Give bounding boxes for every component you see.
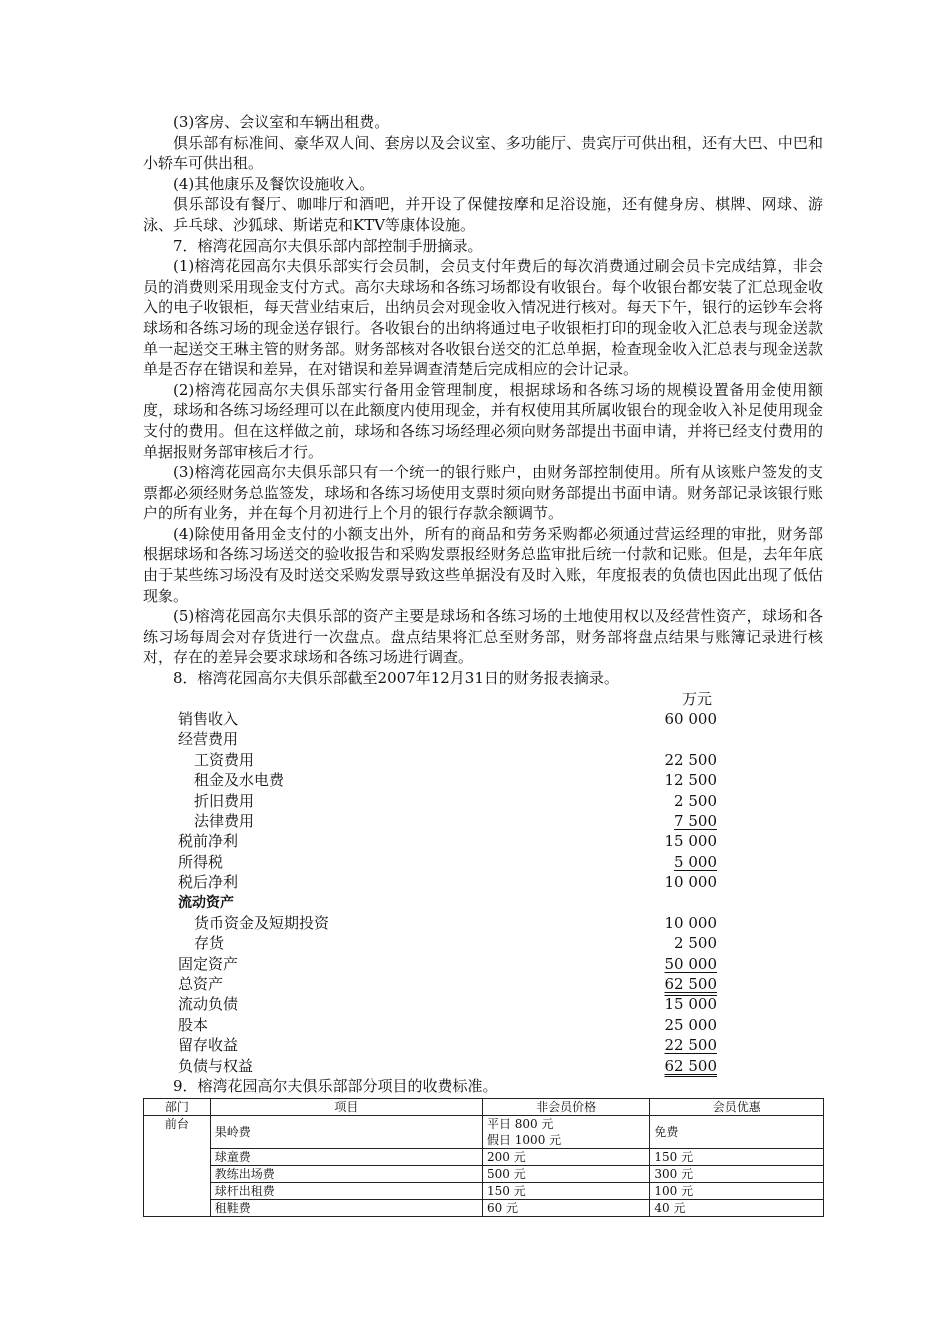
table-row	[144, 1182, 824, 1199]
item-cell: 球童费	[210, 1148, 482, 1165]
member-discount-cell: 40 元	[650, 1199, 824, 1216]
financial-row	[143, 729, 823, 749]
item-cell: 球杆出租费	[210, 1182, 482, 1199]
non-member-price-cell	[482, 1115, 649, 1148]
table-row	[144, 1199, 824, 1216]
price-line: 平日 800 元	[486, 1116, 554, 1131]
financial-row	[143, 1035, 823, 1055]
financial-rows	[143, 709, 823, 1076]
non-member-price-cell	[482, 1148, 649, 1165]
price-line: 200 元	[486, 1149, 526, 1164]
financial-item-value: 10 000	[664, 913, 717, 932]
header-dept: 部门	[144, 1098, 211, 1115]
financial-item-label: 销售收入	[178, 710, 239, 729]
table-row	[144, 1165, 824, 1182]
fee-table	[143, 1098, 824, 1217]
financial-item-label: 流动资产	[178, 894, 234, 911]
document-page	[143, 112, 823, 1217]
financial-row	[143, 831, 823, 851]
member-discount-cell: 免费	[650, 1115, 824, 1148]
dept-cell: 前台	[144, 1115, 211, 1216]
price-line: 假日 1000 元	[486, 1132, 562, 1147]
fee-table-body	[144, 1115, 824, 1216]
financial-item-label: 所得税	[178, 852, 224, 871]
financial-item-value: 15 000	[664, 832, 717, 851]
financial-item-label: 税后净利	[178, 873, 239, 892]
financial-item-value: 7 500	[674, 811, 717, 830]
header-item: 项目	[210, 1098, 482, 1115]
financial-statement	[143, 689, 823, 1076]
paragraph: (3)客房、会议室和车辆出租费。	[173, 113, 390, 131]
paragraph: (4)其他康乐及餐饮设施收入。	[173, 174, 375, 193]
member-discount-cell: 100 元	[650, 1182, 824, 1199]
financial-row	[143, 770, 823, 790]
financial-item-label: 流动负债	[178, 995, 239, 1014]
financial-row	[143, 872, 823, 892]
financial-item-label: 折旧费用	[194, 791, 255, 810]
unit-row	[143, 689, 823, 709]
financial-item-label: 租金及水电费	[194, 771, 285, 790]
financial-row	[143, 974, 823, 994]
financial-item-value: 10 000	[664, 873, 717, 892]
financial-item-value: 60 000	[664, 710, 717, 729]
paragraph: (2)榕湾花园高尔夫俱乐部实行备用金管理制度，根据球场和各练习场的规模设置备用金使用额度，球场和各练习场经理可以在此额度内使用现金，并有权使用其所属收银台的现金收入补足使用现金支付的费用。但在这样做之前，球场和各练习场经理必须向财务部提出书面申请，并将已经支付费用的单据报财务部审核后才行。	[143, 380, 823, 461]
item-cell: 果岭费	[210, 1115, 482, 1148]
financial-item-value: 62 500	[664, 975, 717, 994]
paragraph: (4)除使用备用金支付的小额支出外，所有的商品和劳务采购都必须通过营运经理的审批，财务部根据球场和各练习场送交的验收报告和采购发票报经财务总监审批后统一付款和记账。但是，去年年底由于某些练习场没有及时送交采购发票导致这些单据没有及时入账，年度报表的负债也因此出现了低估现象。	[143, 524, 823, 605]
financial-item-value: 50 000	[664, 954, 717, 973]
section-heading: 9．榕湾花园高尔夫俱乐部部分项目的收费标准。	[173, 1077, 498, 1096]
financial-row	[143, 994, 823, 1014]
price-line: 150 元	[486, 1183, 526, 1198]
financial-item-label: 经营费用	[178, 730, 239, 749]
financial-row	[143, 709, 823, 729]
paragraph: 俱乐部有标准间、豪华双人间、套房以及会议室、多功能厅、贵宾厅可供出租，还有大巴、中巴和小轿车可供出租。	[143, 133, 823, 173]
price-line: 500 元	[486, 1166, 526, 1181]
item-cell: 教练出场费	[210, 1165, 482, 1182]
financial-item-value: 5 000	[674, 852, 717, 871]
financial-row	[143, 954, 823, 974]
financial-item-label: 总资产	[178, 975, 224, 994]
member-discount-cell: 300 元	[650, 1165, 824, 1182]
table-row	[144, 1148, 824, 1165]
paragraph: (1)榕湾花园高尔夫俱乐部实行会员制，会员支付年费后的每次消费通过刷会员卡完成结算，非会员的消费则采用现金支付方式。高尔夫球场和各练习场都设有收银台。每个收银台都安装了汇总现金收入的电子收银柜，每天营业结束后，出纳员会对现金收入情况进行核对。每天下午，银行的运钞车会将球场和各练习场的现金送存银行。各收银台的出纳将通过电子收银柜打印的现金收入汇总表与现金送款单一起送交王琳主管的财务部。财务部核对各收银台送交的汇总单据，检查现金收入汇总表与现金送款单是否存在错误和差异，在对错误和差异调查清楚后完成相应的会计记录。	[143, 257, 823, 379]
member-discount-cell: 150 元	[650, 1148, 824, 1165]
financial-row	[143, 750, 823, 770]
financial-item-label: 税前净利	[178, 832, 239, 851]
non-member-price-cell	[482, 1182, 649, 1199]
financial-item-label: 固定资产	[178, 954, 239, 973]
section-heading: 8．榕湾花园高尔夫俱乐部截至2007年12月31日的财务报表摘录。	[173, 669, 619, 688]
financial-item-label: 存货	[194, 934, 225, 953]
paragraph: (3)榕湾花园高尔夫俱乐部只有一个统一的银行账户，由财务部控制使用。所有从该账户签发的支票都必须经财务总监签发，球场和各练习场使用支票时须向财务部提出书面申请。财务部记录该银行账户的所有业务，并在每个月初进行上个月的银行存款余额调节。	[143, 463, 823, 523]
financial-item-value: 25 000	[664, 1015, 717, 1034]
financial-item-label: 股本	[178, 1015, 209, 1034]
financial-item-label: 留存收益	[178, 1036, 239, 1055]
financial-row	[143, 1056, 823, 1076]
header-member: 会员优惠	[650, 1098, 824, 1115]
financial-row	[143, 791, 823, 811]
non-member-price-cell	[482, 1199, 649, 1216]
financial-item-value: 22 500	[664, 1036, 717, 1055]
price-line: 60 元	[486, 1200, 519, 1215]
paragraph: (5)榕湾花园高尔夫俱乐部的资产主要是球场和各练习场的土地使用权以及经营性资产，球场和各练习场每周会对存货进行一次盘点。盘点结果将汇总至财务部，财务部将盘点结果与账簿记录进行核对，存在的差异会要求球场和各练习场进行调查。	[143, 607, 823, 667]
financial-row	[143, 893, 823, 913]
financial-row	[143, 913, 823, 933]
financial-row	[143, 1015, 823, 1035]
paragraph: 俱乐部设有餐厅、咖啡厅和酒吧，并开设了保健按摩和足浴设施，还有健身房、棋牌、网球、游泳、乒乓球、沙狐球、斯诺克和KTV等康体设施。	[143, 195, 823, 234]
financial-row	[143, 811, 823, 831]
non-member-price-cell	[482, 1165, 649, 1182]
financial-item-label: 工资费用	[194, 750, 255, 769]
financial-item-label: 货币资金及短期投资	[194, 913, 330, 932]
financial-item-label: 法律费用	[194, 811, 255, 830]
section-heading: 7．榕湾花园高尔夫俱乐部内部控制手册摘录。	[173, 236, 483, 255]
item-cell: 租鞋费	[210, 1199, 482, 1216]
financial-item-value: 2 500	[674, 791, 717, 810]
financial-row	[143, 852, 823, 872]
unit-label: 万元	[681, 689, 712, 708]
financial-item-value: 2 500	[674, 934, 717, 953]
financial-item-value: 12 500	[664, 771, 717, 790]
financial-item-value: 15 000	[664, 995, 717, 1014]
financial-item-value: 22 500	[664, 750, 717, 769]
financial-item-value: 62 500	[664, 1056, 717, 1075]
financial-row	[143, 933, 823, 953]
header-non-member: 非会员价格	[482, 1098, 649, 1115]
financial-item-label: 负债与权益	[178, 1056, 254, 1075]
fee-table-header	[144, 1098, 824, 1115]
table-row	[144, 1115, 824, 1148]
